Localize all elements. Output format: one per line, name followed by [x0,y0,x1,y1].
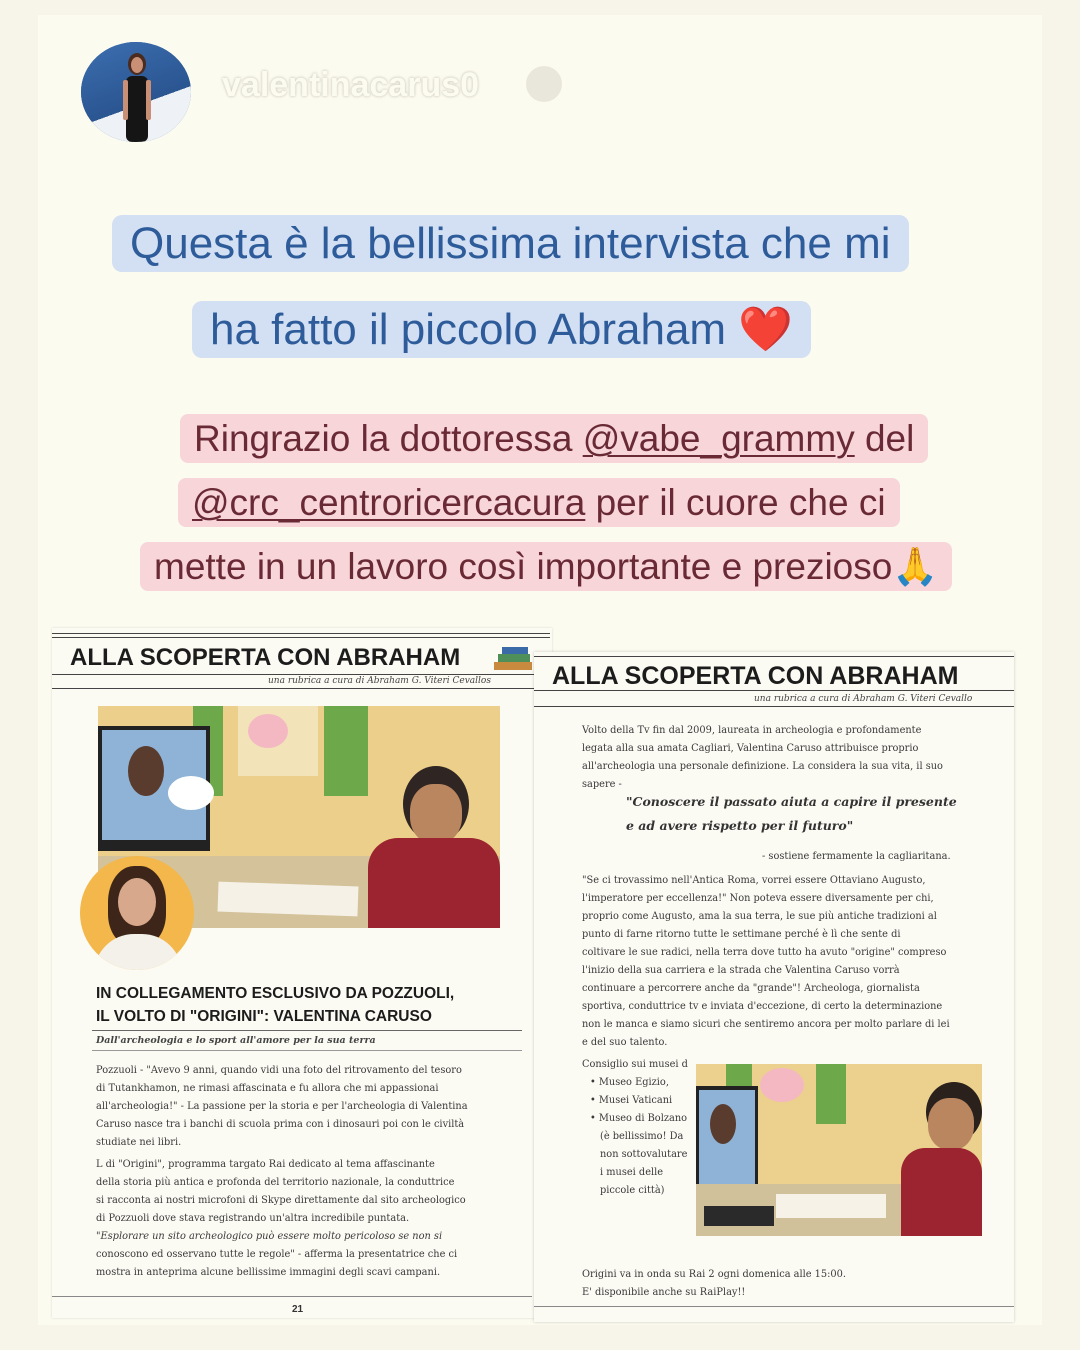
mention-crc-centroricercacura[interactable]: @crc_centroricercacura [192,482,586,523]
raiplay-info: E' disponibile anche su RaiPlay!! [582,1287,746,1298]
article-headline-line2: IL VOLTO DI "ORIGINI": VALENTINA CARUSO [96,1008,432,1025]
article-paragraph-1: Pozzuoli - "Avevo 9 anni, quando vidi una foto del ritrovamento del tesoro di Tutankhamon, ne rimasi affascinata e fu allora che mi appassionai all'archeologia!" - La passione per la storia e per l'archeologia di Valentina Caruso nasce tra i banchi di scuola prima con i dinosauri poi con le civiltà studiate nei libri. [96,1065,468,1148]
caption-pink-line3: mette in un lavoro così importante e prezioso🙏 [140,536,952,598]
page-title: ALLA SCOPERTA CON ABRAHAM [552,662,959,690]
mention-vabe-grammy[interactable]: @vabe_grammy [582,418,855,459]
page-subtitle: una rubrica a cura di Abraham G. Viteri Cevallo [754,694,973,704]
pull-quote-line1: "Conoscere il passato aiuta a capire il presente [626,794,957,809]
photo-abraham-at-computer [696,1064,982,1236]
museum-tips: Consiglio sui musei d • Museo Egizio, • Musei Vaticani • Museo di Bolzano (è bellissimo! Da non sottovalutare i musei delle piccole città) [582,1059,688,1196]
article-paragraph-2: L di "Origini", programma targato Rai dedicato al tema affascinante della storia più antica e profonda del territorio nazionale, la conduttrice si racconta ai nostri microfoni di Skype direttamente dal sito archeologico di Pozzuoli dove stava registrando un'altra incredibile puntata. "Esplorare un sito archeologico può essere molto pericoloso se non si conoscono ed osservano tutte le regole" - afferma la presentatrice che ci mostra in anteprima alcune bellissime immagini degli scavi campani. [96,1159,466,1278]
magazine-page-right [534,652,1014,1322]
caption-blue-line1: Questa è la bellissima intervista che mi [112,204,909,284]
article-headline-line1: IN COLLEGAMENTO ESCLUSIVO DA POZZUOLI, [96,985,455,1002]
profile-avatar[interactable] [81,42,191,142]
photo-valentina-caruso-inset [80,856,194,970]
praying-hands-emoji-icon: 🙏 [892,546,939,587]
avatar-person-icon [119,50,155,142]
username[interactable]: valentinacarus0 [222,66,480,104]
article-kicker: Dall'archeologia e lo sport all'amore per la sua terra [96,1035,376,1046]
caption-pink-line1: Ringrazio la dottoressa @vabe_grammy del [180,408,928,470]
pull-quote-line2: e ad avere rispetto per il futuro" [626,818,854,833]
broadcast-info: Origini va in onda su Rai 2 ogni domenica alle 15:00. [582,1269,847,1280]
article-intro: Volto della Tv fin dal 2009, laureata in archeologia e profondamente legata alla sua amata Cagliari, Valentina Caruso attribuisce proprio all'archeologia una personale definizione. La considera la sua vita, il suo sapere - [582,725,943,790]
caption-blue-line2: ha fatto il piccolo Abraham ❤️ [192,290,811,370]
stack-of-books-icon [492,644,536,672]
page-title: ALLA SCOPERTA CON ABRAHAM [70,644,461,671]
article-body: "Se ci trovassimo nell'Antica Roma, vorrei essere Ottaviano Augusto, l'imperatore per eccellenza!" Non poteva essere diversamente per chi, proprio come Augusto, ama la sua terra, le sue più antiche tradizioni al punto di farne ritorno tutte le settimane perché è lì che sente di coltivare le sue radici, nella terra dove tutto ha avuto "origine" compreso l'inizio della sua carriera e la strada che Valentina Caruso vorrà continuare a percorrere anche da "grande"! Archeologa, giornalista sportiva, conduttrice tv e inviata d'eccezione, di certo la determinazione non le manca e siamo sicuri che sentiremo ancora per molto parlare di lei e del suo talento. [582,875,950,1048]
verified-badge-icon [526,66,562,102]
heart-emoji-icon: ❤️ [738,305,794,354]
magazine-page-left [52,628,552,1318]
page-subtitle: una rubrica a cura di Abraham G. Viteri Cevallos [268,676,491,686]
caption-pink-line2: @crc_centroricercacura per il cuore che ci [178,472,900,534]
page-number: 21 [292,1304,304,1315]
quote-attribution: - sostiene fermamente la cagliaritana. [762,851,951,862]
